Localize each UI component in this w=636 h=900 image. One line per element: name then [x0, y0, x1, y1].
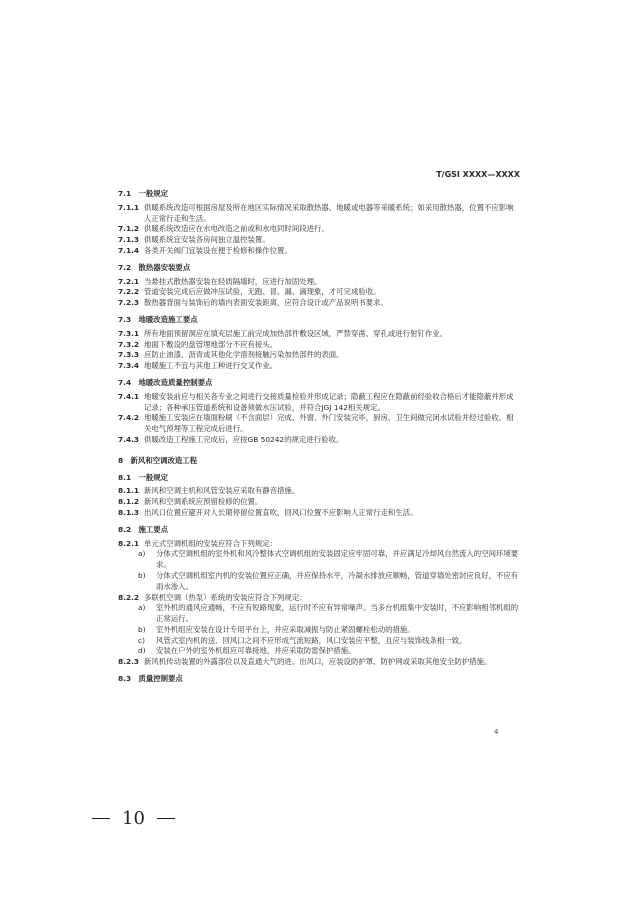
list-item — [138, 571, 520, 593]
clause — [118, 277, 520, 288]
clause-number: 8.1.2 — [118, 497, 140, 507]
clause — [118, 298, 520, 309]
footer-page-number — [92, 808, 175, 829]
clause-number: d) — [138, 646, 146, 656]
clause — [118, 486, 520, 497]
clause — [118, 235, 520, 246]
page-number: 4 — [494, 728, 499, 736]
clause-text: 地暖施工安装应在墙面粉刷（不含面层）完成、外窗、外门安装完毕，厨房、卫生间做完闭水试验并经过验收，相关电气预埋等工程完成后进行。 — [144, 413, 514, 434]
clause — [118, 340, 520, 351]
clause-text: 供暖系统宜安装各房间独立温控装置。 — [144, 235, 270, 245]
clause-text: 管道安装完成后应做冲压试验，无跑、冒、漏、滴现象，才可完成验收。 — [144, 287, 381, 297]
clause — [118, 539, 520, 550]
clause-text: 供暖系统改造应在水电改造之前或和水电同时间段进行。 — [144, 224, 329, 234]
clause — [118, 497, 520, 508]
clause-text: 多联机空调（热泵）系统的安装应符合下列规定： — [144, 592, 307, 602]
clause — [118, 508, 520, 519]
clause-text: 地暖安装前应与相关各专业之间进行交接质量检验并形成记录；隐蔽工程应在隐蔽前经验收合格后才能隐蔽并形成记录；各种承压管道系统和设备须做水压试验，并符合JGJ 142相关规定。 — [144, 391, 514, 412]
clause-text: 应防止油漆、沥青或其他化学溶剂接触污染加热部件的表面。 — [144, 350, 344, 360]
document-body — [118, 183, 520, 688]
clause-number: 8.1.3 — [118, 507, 140, 517]
clause-number: 7.1.3 — [118, 235, 140, 245]
clause-text: 单元式空调机组的安装应符合下列规定： — [144, 538, 278, 548]
clause-text: 分体式空调机组室内机的安装位置应正确，并应保持水平，冷凝水排放应顺畅，管道穿墙处密封应良好，不应有雨水渗入。 — [156, 570, 519, 591]
clause-text: 散热器背面与装饰后的墙内表面安装距离，应符合设计或产品说明书要求。 — [144, 298, 388, 308]
clause-text: 安装在户外的室外机组应可靠接地，并应采取防雷保护措施。 — [156, 646, 356, 656]
clause — [118, 224, 520, 235]
clause-text: 地暖施工不宜与其他工种进行交叉作业。 — [144, 361, 278, 371]
clause-number: b) — [138, 624, 146, 634]
clause — [118, 350, 520, 361]
clause-text: 新风和空调系统应预留检修的位置。 — [144, 497, 263, 507]
clause — [118, 203, 520, 225]
clause-text: 供暖系统改造可根据房屋及所在地区实际情况采取散热器、地暖或电器等采暖系统；如采用散热器，位置不应影响人正常行走和生活。 — [144, 202, 514, 223]
clause-number: 7.2.3 — [118, 298, 140, 308]
clause-number: 7.1.2 — [118, 224, 140, 234]
list-item — [138, 625, 520, 636]
clause — [118, 246, 520, 257]
clause-text: 室外机的通风应通畅，不应有短路现象，运行时不应有异常噪声。当多台机组集中安装时，不应影响相邻机组的正常运行。 — [156, 603, 519, 624]
clause-number: a) — [138, 603, 146, 613]
clause-text: 新风和空调主机和风管安装应采取有静音措施。 — [144, 486, 300, 496]
clause-number: 8.2.3 — [118, 657, 140, 667]
document-code: T/GSI XXXX—XXXX — [436, 170, 520, 179]
list-item — [138, 646, 520, 657]
section-heading: 8.2 施工要点 — [118, 524, 169, 534]
clause — [118, 361, 520, 372]
footer-page-label: 10 — [122, 808, 145, 829]
clause-text: 分体式空调机组的室外机和风冷整体式空调机组的安装固定应牢固可靠，并应满足冷却风自然流入的空间环境要求。 — [156, 549, 519, 570]
clause-number: 7.2.1 — [118, 276, 140, 286]
clause — [118, 413, 520, 435]
clause — [118, 593, 520, 604]
clause-text: 地面下敷设的盘管埋地部分不应有接头。 — [144, 339, 278, 349]
clause-text: 所有地面预留洞应在填充层施工前完成加热部件敷设区域，严禁穿凿、穿孔或进行射钉作业。 — [144, 328, 448, 338]
section-heading: 8 新风和空调改造工程 — [118, 455, 198, 465]
clause — [118, 329, 520, 340]
section-heading: 7.2 散热器安装要点 — [118, 262, 191, 272]
clause-number: 7.3.3 — [118, 350, 140, 360]
clause-number: 7.1.4 — [118, 245, 140, 255]
clause-number: a) — [138, 549, 146, 559]
clause-text: 各类开关阀门宜装设在便于检修和操作位置。 — [144, 245, 292, 255]
clause-number: 7.4.2 — [118, 413, 140, 423]
footer-dash-right — [157, 818, 175, 819]
clause-number: 7.3.2 — [118, 339, 140, 349]
clause — [118, 287, 520, 298]
clause-text: 风管式室内机的送、回风口之间不应形成气流短路，风口安装应平整，且应与装饰线条相一致。 — [156, 635, 467, 645]
clause-text: 新风机传动装置的外露部位以及直通大气的进、出风口，应装设防护罩、防护网或采取其他安全防护措施。 — [144, 657, 492, 667]
clause-number: 7.2.2 — [118, 287, 140, 297]
clause-number: 7.4.1 — [118, 391, 140, 401]
section-heading: 8.3 质量控制要点 — [118, 674, 183, 684]
list-item — [138, 603, 520, 625]
clause-number: 7.4.3 — [118, 434, 140, 444]
list-item — [138, 636, 520, 647]
clause-number: c) — [138, 635, 145, 645]
clause-number: 7.3.1 — [118, 328, 140, 338]
section-heading: 7.4 地暖改造质量控制要点 — [118, 377, 213, 387]
clause-number: 7.3.4 — [118, 361, 140, 371]
clause-text: 供暖改造工程施工完成后，应按GB 50242的规定进行验收。 — [144, 434, 344, 444]
clause-text: 室外机组应安装在设计专用平台上，并应采取减振与防止紧固螺栓松动的措施。 — [156, 624, 415, 634]
section-heading: 8.1 一般规定 — [118, 472, 169, 482]
section-heading: 7.1 一般规定 — [118, 189, 169, 198]
clause-number: b) — [138, 570, 146, 580]
clause — [118, 435, 520, 446]
clause-number: 8.2.1 — [118, 538, 140, 548]
clause — [118, 657, 520, 668]
clause-number: 7.1.1 — [118, 202, 140, 212]
clause-number: 8.1.1 — [118, 486, 140, 496]
clause-text: 当悬挂式散热器安装在轻质隔墙时，应进行加固处理。 — [144, 276, 322, 286]
clause-number: 8.2.2 — [118, 592, 140, 602]
clause — [118, 392, 520, 414]
list-item — [138, 549, 520, 571]
section-heading: 7.3 地暖改造施工要点 — [118, 314, 198, 324]
clause-text: 出风口位置应避开对人长期停留位置直吹，回风口位置不应影响人正常行走和生活。 — [144, 507, 418, 517]
footer-dash-left — [92, 818, 110, 819]
